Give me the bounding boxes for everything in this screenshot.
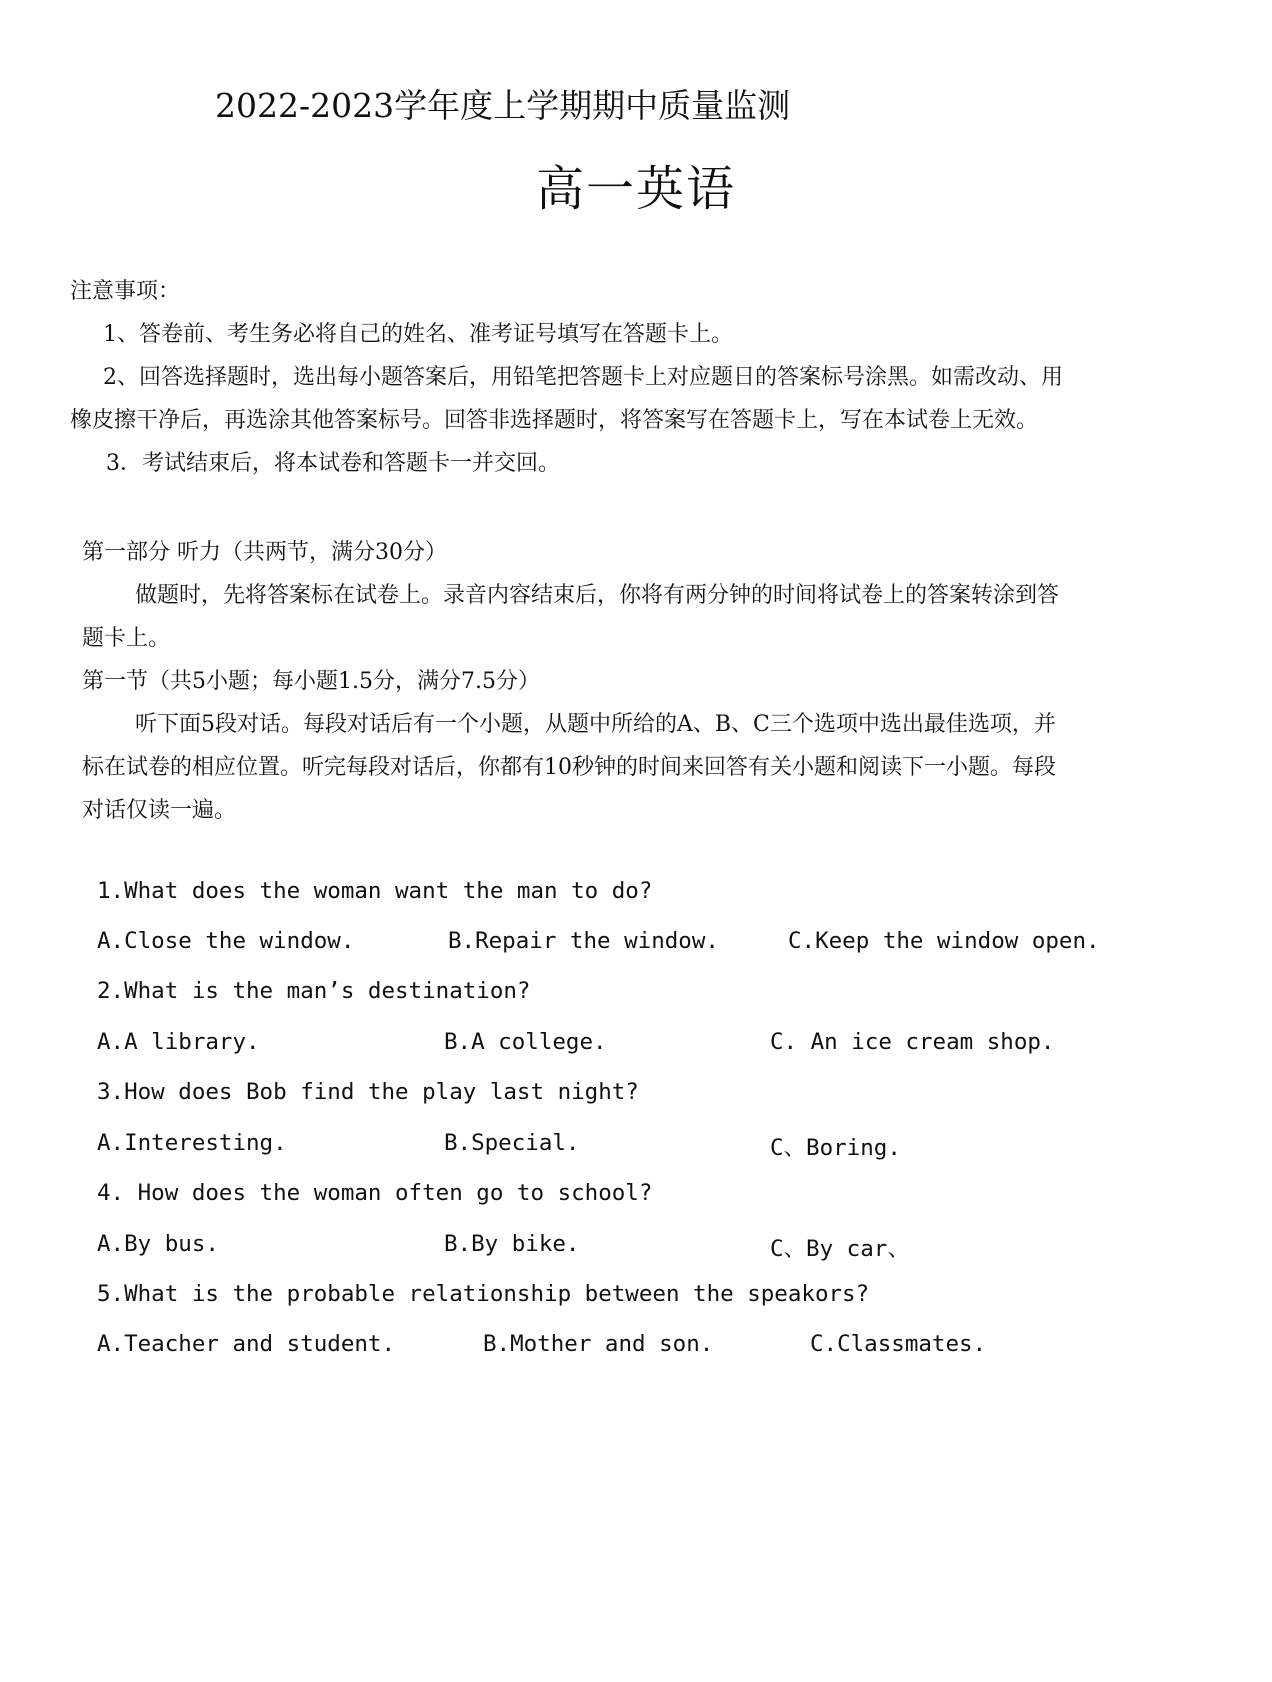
question-2-option-b: B.A college. [444, 1029, 607, 1055]
question-4-option-a: A.By bus. [97, 1231, 219, 1257]
question-4-option-b: B.By bike. [444, 1231, 580, 1257]
part1-heading: 第一部分 听力（共两节，满分30分） [82, 540, 447, 565]
part1-instructions-line1: 做题时，先将答案标在试卷上。录音内容结束后，你将有两分钟的时间将试卷上的答案转涂到答 [135, 583, 1060, 608]
section1-instructions-line1: 听下面5段对话。每段对话后有一个小题，从题中所给的A、B、C三个选项中选出最佳选项，并 [135, 712, 1056, 737]
notice-item-1: 1、答卷前、考生务必将自己的姓名、准考证号填写在答题卡上。 [103, 322, 733, 347]
notice-item-2: 2、回答选择题时，选出每小题答案后，用铅笔把答题卡上对应题日的答案标号涂黑。如需改动、用 [103, 365, 1064, 390]
exam-header-title: 2022-2023学年度上学期期中质量监测 [215, 86, 791, 125]
question-5-option-a: A.Teacher and student. [97, 1331, 396, 1357]
question-2-option-c: C. An ice cream shop. [770, 1029, 1055, 1055]
question-1-option-c: C.Keep the window open. [788, 928, 1100, 954]
question-2-stem: 2.What is the man’s destination? [97, 978, 531, 1004]
section1-instructions-line2: 标在试卷的相应位置。听完每段对话后，你都有10秒钟的时间来回答有关小题和阅读下一小题。每段 [82, 755, 1056, 780]
notice-item-3: 3．考试结束后，将本试卷和答题卡一并交回。 [106, 451, 560, 476]
question-2-option-a: A.A library. [97, 1029, 260, 1055]
section1-instructions-line3: 对话仅读一遍。 [82, 798, 237, 823]
question-5-option-b: B.Mother and son. [483, 1331, 714, 1357]
question-4-option-c: C、By car、 [770, 1236, 910, 1262]
question-5-option-c: C.Classmates. [810, 1331, 987, 1357]
question-1-stem: 1.What does the woman want the man to do? [97, 878, 653, 904]
section1-heading: 第一节（共5小题；每小题1.5分，满分7.5分） [82, 669, 540, 694]
notice-heading: 注意事项： [70, 279, 181, 304]
question-3-option-a: A.Interesting. [97, 1130, 287, 1156]
subject-title: 高一英语 [535, 161, 736, 217]
question-3-stem: 3.How does Bob find the play last night? [97, 1079, 639, 1105]
question-1-option-b: B.Repair the window. [448, 928, 719, 954]
notice-item-2-continued: 橡皮擦干净后，再选涂其他答案标号。回答非选择题时，将答案写在答题卡上，写在本试卷上无效。 [70, 408, 1039, 433]
question-3-option-b: B.Special. [444, 1130, 580, 1156]
part1-instructions-line2: 题卡上。 [82, 626, 171, 651]
question-1-option-a: A.Close the window. [97, 928, 355, 954]
question-3-option-c: C、Boring. [770, 1135, 901, 1161]
question-4-stem: 4. How does the woman often go to school? [97, 1180, 653, 1206]
question-5-stem: 5.What is the probable relationship between the speakors? [97, 1281, 870, 1307]
